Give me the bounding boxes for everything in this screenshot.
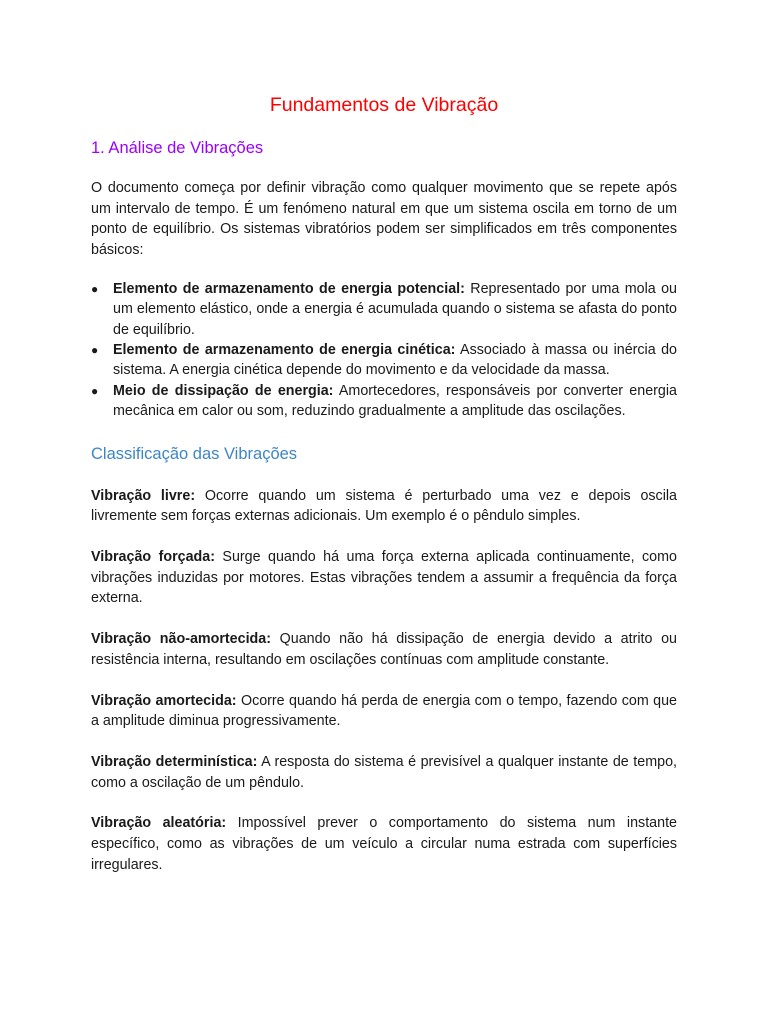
intro-paragraph: O documento começa por definir vibração como qualquer movimento que se repete após um intervalo de tempo. É um fenómeno natural em que um sistema oscila em torno de um ponto de equilíbrio. Os sistemas vibratórios podem ser simplificados em três componentes básicos: <box>91 180 677 259</box>
list-item-text: Representado por uma mola ou um elemento elástico, onde a energia é acumulada quando o sistema se afasta do ponto de equilíbrio. <box>113 280 678 338</box>
type-term: Vibração amortecida: <box>91 692 237 709</box>
type-term: Vibração não-amortecida: <box>91 631 271 648</box>
list-item-text: Amortecedores, responsáveis por converter energia mecânica em calor ou som, reduzindo gradualmente a amplitude das oscilações. <box>113 382 677 420</box>
list-item-term: Meio de dissipação de energia: <box>113 382 334 399</box>
list-item-term: Elemento de armazenamento de energia cinética: <box>113 342 456 359</box>
list-item <box>91 279 677 340</box>
type-term: Vibração livre: <box>91 487 196 504</box>
type-term: Vibração aleatória: <box>91 815 227 832</box>
components-list <box>91 279 677 422</box>
document-title: Fundamentos de Vibração <box>269 94 499 116</box>
type-text: Impossível prever o comportamento do sistema num instante específico, como as vibrações de um veículo a circular numa estrada com superfícies irregulares. <box>91 815 677 873</box>
type-term: Vibração forçada: <box>91 549 215 566</box>
type-paragraph <box>91 813 677 875</box>
bullet-icon: ● <box>91 281 99 296</box>
type-term: Vibração determinística: <box>91 753 258 770</box>
bullet-icon: ● <box>91 343 99 358</box>
list-item-text: Associado à massa ou inércia do sistema. A energia cinética depende do movimento e da velocidade da massa. <box>113 342 677 379</box>
section-heading-analise: 1. Análise de Vibrações <box>91 139 264 157</box>
type-paragraph <box>91 486 677 527</box>
list-item-term: Elemento de armazenamento de energia potencial: <box>113 280 465 297</box>
type-paragraph <box>91 547 677 609</box>
type-text: A resposta do sistema é previsível a qualquer instante de tempo, como a oscilação de um pêndulo. <box>91 753 677 791</box>
type-paragraph <box>91 629 677 670</box>
type-text: Surge quando há uma força externa aplicada continuamente, como vibrações induzidas por motores. Estas vibrações tendem a assumir a frequência da força externa. <box>91 549 677 607</box>
type-text: Ocorre quando há perda de energia com o tempo, fazendo com que a amplitude diminua progressivamente. <box>91 692 677 730</box>
type-paragraph <box>91 752 677 793</box>
list-item <box>91 381 677 422</box>
type-paragraph <box>91 691 677 732</box>
section-heading-classificacao: Classificação das Vibrações <box>91 444 298 463</box>
type-text: Ocorre quando um sistema é perturbado uma vez e depois oscila livremente sem forças externas adicionais. Um exemplo é o pêndulo simples. <box>91 487 677 525</box>
list-item <box>91 340 677 381</box>
type-text: Quando não há dissipação de energia devido a atrito ou resistência interna, resultando em oscilações contínuas com amplitude constante. <box>91 631 677 668</box>
bullet-icon: ● <box>91 383 99 398</box>
